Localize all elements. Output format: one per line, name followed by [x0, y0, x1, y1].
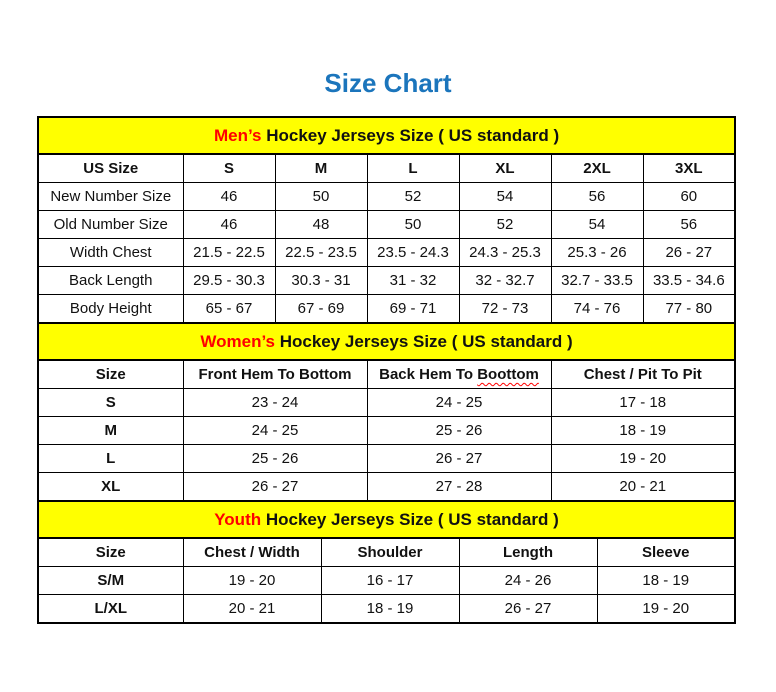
mens-col-header: 3XL — [643, 154, 735, 183]
table-cell: 18 - 19 — [321, 595, 459, 624]
womens-col-header: Size — [38, 360, 183, 389]
youth-size-table — [37, 500, 736, 624]
table-cell: 19 - 20 — [597, 595, 735, 624]
womens-table-row — [38, 473, 735, 502]
youth-column-header-row — [38, 538, 735, 567]
womens-table-row — [38, 445, 735, 473]
table-cell: 19 - 20 — [183, 567, 321, 595]
mens-col-header: XL — [459, 154, 551, 183]
table-cell: 18 - 19 — [551, 417, 735, 445]
table-cell: 17 - 18 — [551, 389, 735, 417]
size-tables-container — [37, 116, 734, 624]
womens-row-label: L — [38, 445, 183, 473]
youth-section-highlight: Youth — [214, 509, 262, 529]
womens-row-label: S — [38, 389, 183, 417]
table-cell: 33.5 - 34.6 — [643, 267, 735, 295]
womens-table-row — [38, 417, 735, 445]
table-cell: 22.5 - 23.5 — [275, 239, 367, 267]
youth-col-header: Chest / Width — [183, 538, 321, 567]
table-cell: 25.3 - 26 — [551, 239, 643, 267]
table-cell: 23 - 24 — [183, 389, 367, 417]
womens-size-table — [37, 322, 736, 502]
womens-col-header: Chest / Pit To Pit — [551, 360, 735, 389]
table-cell: 26 - 27 — [459, 595, 597, 624]
mens-col-header: US Size — [38, 154, 183, 183]
table-cell: 16 - 17 — [321, 567, 459, 595]
table-cell: 67 - 69 — [275, 295, 367, 324]
table-cell: 24.3 - 25.3 — [459, 239, 551, 267]
table-cell: 54 — [459, 183, 551, 211]
table-cell: 23.5 - 24.3 — [367, 239, 459, 267]
table-cell: 24 - 25 — [367, 389, 551, 417]
table-cell: 31 - 32 — [367, 267, 459, 295]
table-cell: 56 — [643, 211, 735, 239]
table-cell: 18 - 19 — [597, 567, 735, 595]
youth-row-label: S/M — [38, 567, 183, 595]
youth-table-row — [38, 567, 735, 595]
table-cell: 32.7 - 33.5 — [551, 267, 643, 295]
mens-table-row — [38, 183, 735, 211]
table-cell: 26 - 27 — [643, 239, 735, 267]
mens-col-header: M — [275, 154, 367, 183]
womens-section-title-rest: Hockey Jerseys Size ( US standard ) — [275, 331, 573, 351]
youth-section-band — [38, 501, 735, 538]
table-cell: 77 - 80 — [643, 295, 735, 324]
womens-table-row — [38, 389, 735, 417]
table-cell: 32 - 32.7 — [459, 267, 551, 295]
table-cell: 24 - 26 — [459, 567, 597, 595]
table-cell: 56 — [551, 183, 643, 211]
mens-col-header: S — [183, 154, 275, 183]
mens-row-label: Width Chest — [38, 239, 183, 267]
womens-col-header: Front Hem To Bottom — [183, 360, 367, 389]
table-cell: 26 - 27 — [183, 473, 367, 502]
table-cell: 26 - 27 — [367, 445, 551, 473]
table-cell: 52 — [459, 211, 551, 239]
womens-section-band — [38, 323, 735, 360]
table-cell: 48 — [275, 211, 367, 239]
mens-section-highlight: Men’s — [213, 125, 262, 145]
mens-section-band — [38, 117, 735, 154]
table-cell: 20 - 21 — [183, 595, 321, 624]
mens-column-header-row — [38, 154, 735, 183]
table-cell: 50 — [275, 183, 367, 211]
youth-table-row — [38, 595, 735, 624]
table-cell: 72 - 73 — [459, 295, 551, 324]
mens-table-row — [38, 211, 735, 239]
mens-row-label: Body Height — [38, 295, 183, 324]
youth-section-header — [38, 501, 735, 538]
mens-col-header: 2XL — [551, 154, 643, 183]
table-cell: 54 — [551, 211, 643, 239]
table-cell: 24 - 25 — [183, 417, 367, 445]
youth-col-header: Sleeve — [597, 538, 735, 567]
table-cell: 20 - 21 — [551, 473, 735, 502]
table-cell: 29.5 - 30.3 — [183, 267, 275, 295]
womens-back-hem-misspelled-word: Boottom — [477, 366, 539, 383]
table-cell: 69 - 71 — [367, 295, 459, 324]
table-cell: 46 — [183, 211, 275, 239]
table-cell: 50 — [367, 211, 459, 239]
mens-col-header: L — [367, 154, 459, 183]
table-cell: 25 - 26 — [183, 445, 367, 473]
womens-row-label: XL — [38, 473, 183, 502]
table-cell: 52 — [367, 183, 459, 211]
mens-table-row — [38, 267, 735, 295]
youth-section-title-rest: Hockey Jerseys Size ( US standard ) — [261, 509, 559, 529]
womens-row-label: M — [38, 417, 183, 445]
mens-size-table — [37, 116, 736, 324]
table-cell: 19 - 20 — [551, 445, 735, 473]
womens-section-highlight: Women’s — [200, 331, 275, 351]
table-cell: 46 — [183, 183, 275, 211]
table-cell: 74 - 76 — [551, 295, 643, 324]
table-cell: 21.5 - 22.5 — [183, 239, 275, 267]
youth-col-header: Shoulder — [321, 538, 459, 567]
mens-table-row — [38, 295, 735, 324]
table-cell: 30.3 - 31 — [275, 267, 367, 295]
womens-col-header — [367, 360, 551, 389]
table-cell: 27 - 28 — [367, 473, 551, 502]
mens-row-label: New Number Size — [38, 183, 183, 211]
table-cell: 65 - 67 — [183, 295, 275, 324]
mens-section-header — [38, 117, 735, 154]
mens-section-title-rest: Hockey Jerseys Size ( US standard ) — [261, 125, 560, 145]
table-cell: 60 — [643, 183, 735, 211]
womens-back-hem-label: Back Hem To — [379, 366, 478, 383]
mens-row-label: Old Number Size — [38, 211, 183, 239]
womens-column-header-row — [38, 360, 735, 389]
womens-section-header — [38, 323, 735, 360]
youth-row-label: L/XL — [38, 595, 183, 624]
youth-col-header: Length — [459, 538, 597, 567]
page-title: Size Chart — [324, 68, 452, 98]
youth-col-header: Size — [38, 538, 183, 567]
mens-row-label: Back Length — [38, 267, 183, 295]
mens-table-row — [38, 239, 735, 267]
table-cell: 25 - 26 — [367, 417, 551, 445]
